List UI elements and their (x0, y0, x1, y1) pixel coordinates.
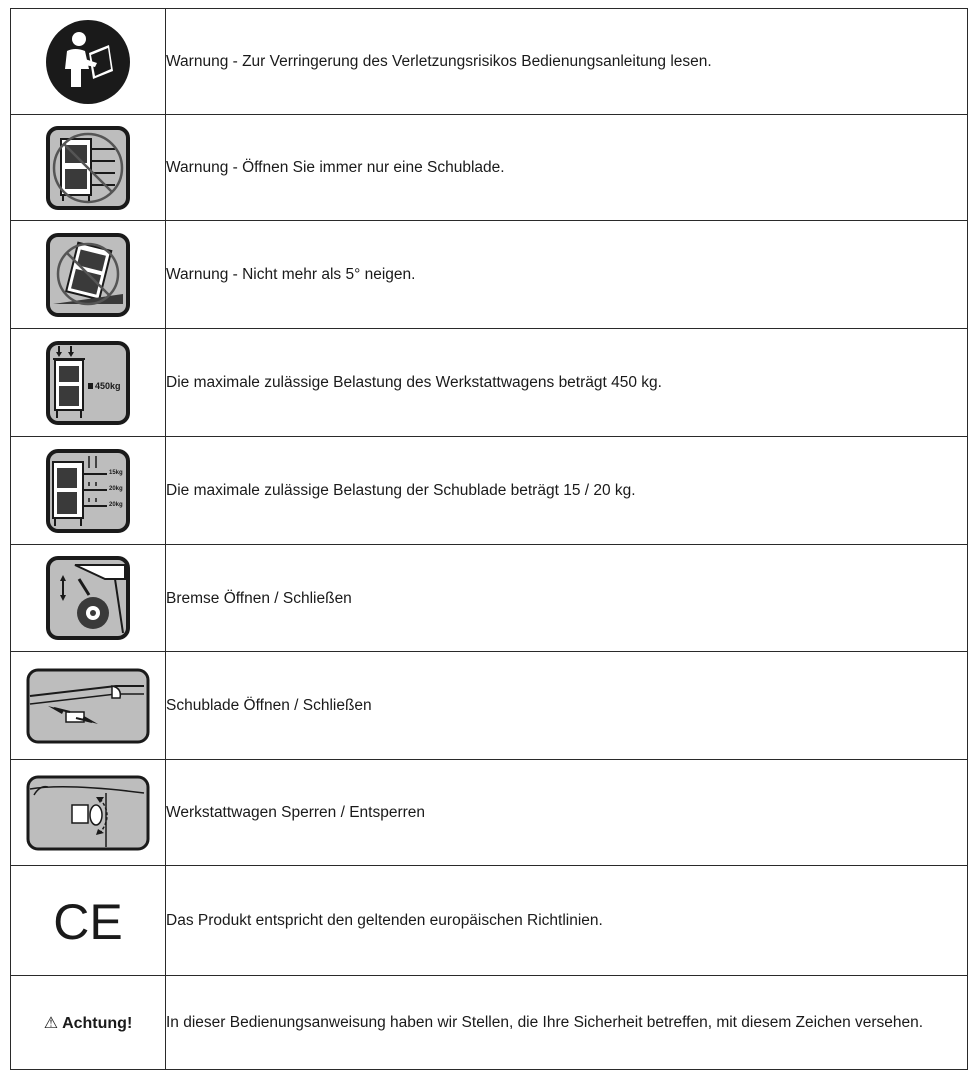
icon-cell (11, 545, 166, 652)
ce-mark-icon (48, 893, 128, 949)
icon-cell (11, 221, 166, 329)
row-description: Bremse Öffnen / Schließen (166, 545, 968, 652)
row-description: Die maximale zulässige Belastung des Werkstattwagens beträgt 450 kg. (166, 329, 968, 437)
icon-cell (11, 866, 166, 976)
icon-cell (11, 652, 166, 760)
table-row (11, 652, 968, 760)
row-description: Die maximale zulässige Belastung der Schublade beträgt 15 / 20 kg. (166, 437, 968, 545)
max-drawer-load-icon (45, 448, 131, 534)
no-tilt-icon (45, 232, 131, 318)
max-trolley-load-icon (45, 340, 131, 426)
drawer-load-label-top: 15kg (109, 469, 123, 476)
icon-cell (11, 329, 166, 437)
load-label: 450kg (95, 380, 121, 391)
symbol-table-container (10, 8, 968, 1070)
achtung-label-group (44, 1015, 133, 1032)
row-description: Werkstattwagen Sperren / Entsperren (166, 760, 968, 866)
table-row (11, 9, 968, 115)
drawer-open-close-icon (26, 668, 150, 744)
table-row (11, 545, 968, 652)
row-description: Warnung - Zur Verringerung des Verletzungsrisikos Bedienungsanleitung lesen. (166, 9, 968, 115)
icon-cell (11, 9, 166, 115)
safety-symbols-table (10, 8, 968, 1070)
achtung-label: Achtung! (62, 1014, 133, 1032)
lock-unlock-icon (26, 775, 150, 851)
brake-icon (45, 555, 131, 641)
ce-mark-label: CE (53, 893, 123, 949)
row-description: In dieser Bedienungsanweisung haben wir Stellen, die Ihre Sicherheit betreffen, mit diesem Zeichen versehen. (166, 976, 968, 1070)
open-one-drawer-only-icon (45, 125, 131, 211)
row-description: Das Produkt entspricht den geltenden europäischen Richtlinien. (166, 866, 968, 976)
table-row (11, 115, 968, 221)
table-row (11, 866, 968, 976)
read-manual-icon (45, 19, 131, 105)
table-row (11, 221, 968, 329)
drawer-load-label-bottom: 20kg (109, 501, 123, 508)
icon-cell (11, 760, 166, 866)
warning-triangle-icon: ⚠ (43, 1014, 59, 1032)
icon-cell (11, 115, 166, 221)
table-row (11, 976, 968, 1070)
icon-cell (11, 976, 166, 1070)
row-description: Warnung - Nicht mehr als 5° neigen. (166, 221, 968, 329)
table-row (11, 329, 968, 437)
row-description: Schublade Öffnen / Schließen (166, 652, 968, 760)
table-row (11, 760, 968, 866)
icon-cell (11, 437, 166, 545)
row-description: Warnung - Öffnen Sie immer nur eine Schublade. (166, 115, 968, 221)
drawer-load-label-middle: 20kg (109, 485, 123, 492)
table-row (11, 437, 968, 545)
